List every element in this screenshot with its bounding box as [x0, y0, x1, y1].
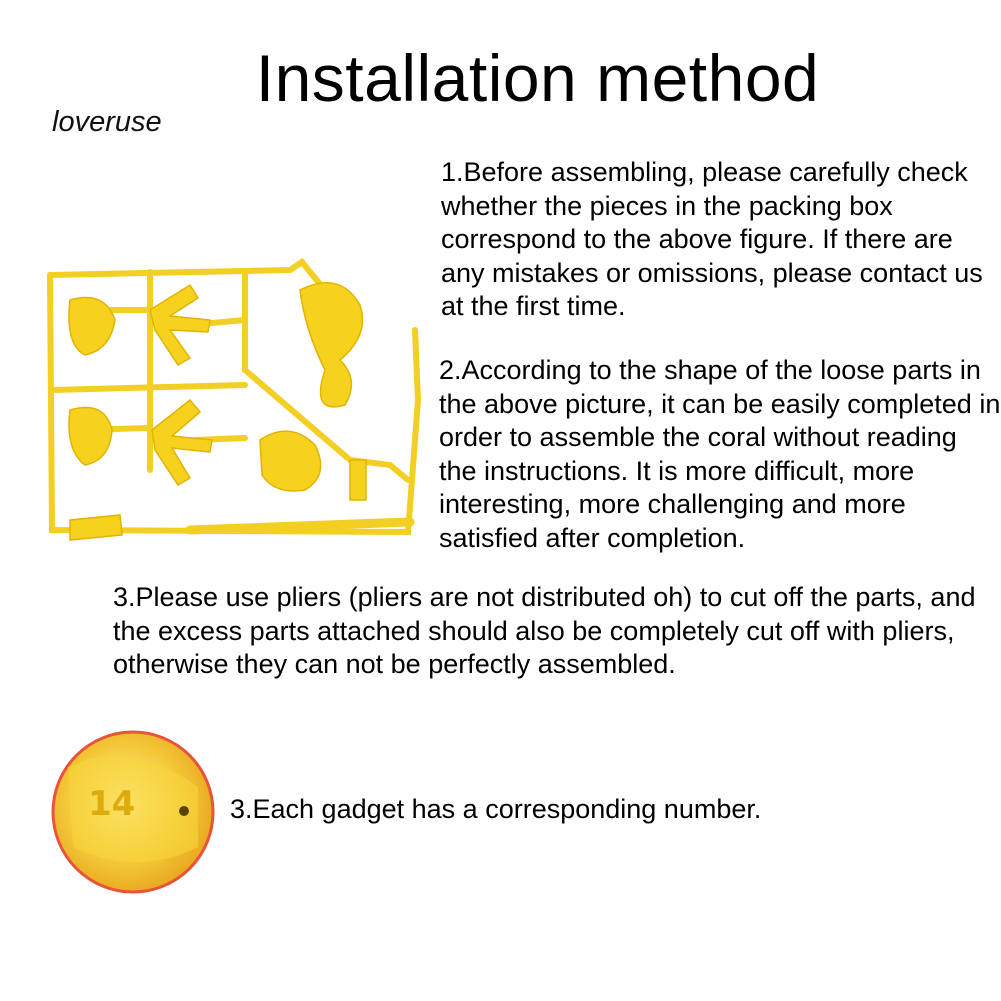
instruction-2: 2.According to the shape of the loose parts in the above picture, it can be easily completed in order to assemble the coral without reading the instructions. It is more difficult, more interesting, more challenging and more satisfied after completion.: [439, 355, 1001, 553]
brand-watermark: loveruse: [52, 106, 162, 138]
parts-sprue-illustration: [40, 250, 440, 560]
instruction-3: 3.Please use pliers (pliers are not distributed oh) to cut off the parts, and the excess parts attached should also be completely cut off with pliers, otherwise they can not be perfectly assembled.: [113, 582, 976, 679]
instruction-4: 3.Each gadget has a corresponding number.: [230, 794, 762, 824]
part-number-closeup: [48, 727, 218, 897]
page-title: Installation method: [255, 41, 820, 115]
part-number-label: 14: [88, 784, 136, 824]
instruction-1: 1.Before assembling, please carefully check whether the pieces in the packing box correspond to the above figure. If there are any mistakes or omissions, please contact us at the first time.: [441, 157, 983, 321]
